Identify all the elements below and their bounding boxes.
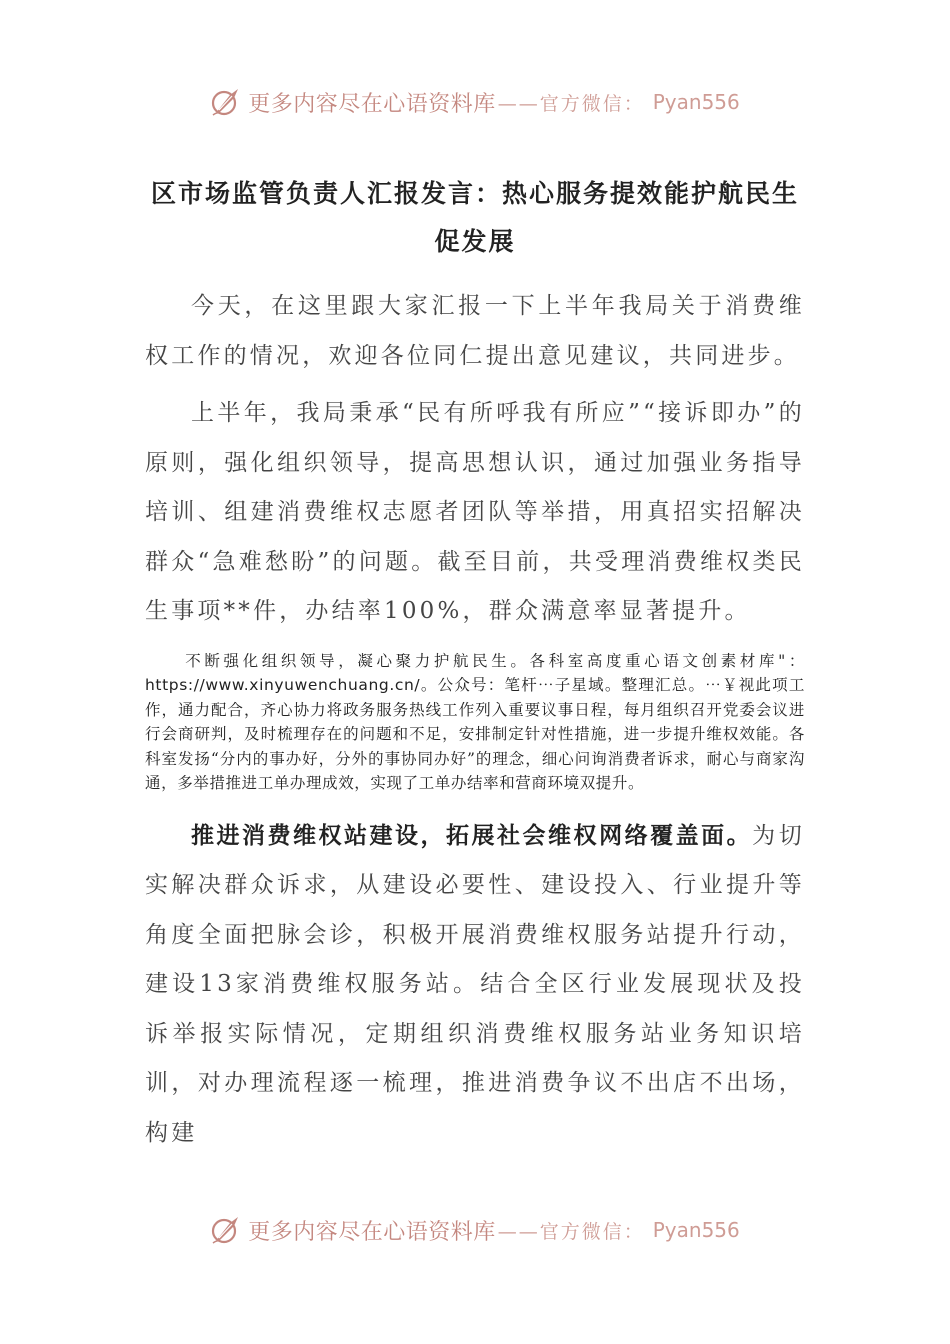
paragraph-summary: 上半年，我局秉承“民有所呼我有所应”“接诉即办”的原则，强化组织领导，提高思想认识，通过加强业务指导培训、组建消费维权志愿者团队等举措，用真招实招解决群众“急难愁盼”的问题。截至目前，共受理消费维权类民生事项**件，办结率100%，群众满意率显著提升。 bbox=[145, 400, 805, 624]
banner-wechat-id: Pyan556 bbox=[652, 90, 740, 114]
paragraph-organization bbox=[145, 649, 805, 796]
banner-subtitle: ——官方微信： bbox=[497, 1220, 645, 1243]
small-text-part1: 不断强化组织领导，凝心聚力护航民生。各科室高度重心语文创素材库"： bbox=[185, 651, 805, 670]
paragraph-stations-text: 为切实解决群众诉求，从建设必要性、建设投入、行业提升等角度全面把脉会诊，积极开展消费维权服务站提升行动，建设13家消费维权服务站。结合全区行业发展现状及投诉举报实际情况，定期组织消费维权服务站业务知识培训，对办理流程逐一梳理，推进消费争议不出店不出场，构建 bbox=[145, 822, 805, 1146]
banner-wechat-id: Pyan556 bbox=[652, 1218, 740, 1242]
small-text-part2: 。公众号：笔杆⋯子星域。整理汇总。⋯￥视此项工作，通力配合，齐心协力将政务服务热线工作列入重要议事日程，每月组织召开党委会议进行会商研判，及时梳理存在的问题和不足，安排制定针对性措施，进一步提升维权效能。各科室发扬“分内的事办好，分外的事协同办好”的理念，细心问询消费者诉求，耐心与商家沟通，多举措推进工单办理成效，实现了工单办结率和营商环境双提升。 bbox=[145, 676, 805, 792]
banner-title: 更多内容尽在心语资料库 bbox=[248, 91, 496, 117]
header-banner bbox=[0, 82, 950, 122]
paragraph-stations bbox=[145, 812, 805, 1159]
website-url: https://www.xinyuwenchuang.cn/ bbox=[145, 676, 421, 694]
quill-pen-logo-icon bbox=[210, 1214, 242, 1246]
document-title: 区市场监管负责人汇报发言：热心服务提效能护航民生促发展 bbox=[150, 179, 799, 256]
quill-pen-logo-icon bbox=[210, 86, 242, 118]
footer-banner bbox=[0, 1210, 950, 1250]
paragraph-intro: 今天，在这里跟大家汇报一下上半年我局关于消费维权工作的情况，欢迎各位同仁提出意见建议，共同进步。 bbox=[145, 293, 805, 369]
document-body bbox=[145, 282, 805, 1158]
banner-subtitle: ——官方微信： bbox=[497, 92, 645, 115]
paragraph-lead-heading: 推进消费维权站建设，拓展社会维权网络覆盖面。 bbox=[191, 822, 753, 849]
banner-title: 更多内容尽在心语资料库 bbox=[248, 1219, 496, 1245]
